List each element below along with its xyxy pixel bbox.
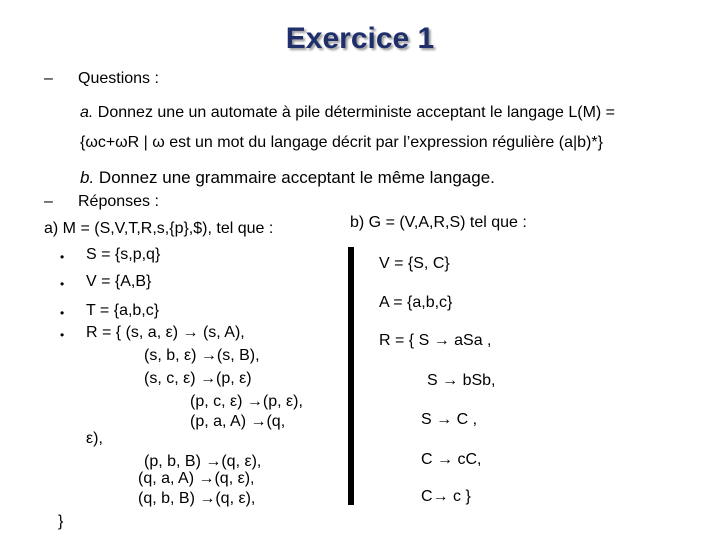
- grammar-line: S → bSb,: [427, 372, 496, 389]
- bullet-icon: •: [60, 306, 65, 320]
- question-a-line1: [80, 104, 615, 122]
- column-divider: [348, 247, 354, 505]
- question-b-prefix: b.: [80, 168, 95, 187]
- closing-brace: }: [58, 513, 64, 530]
- transition-line: (p, b, B) →(q, ε),: [144, 453, 262, 470]
- grammar-line: C→ c }: [421, 488, 471, 505]
- transition-line: (p, a, A) →(q,: [190, 413, 286, 430]
- page-title: Exercice 1: [285, 22, 435, 55]
- transition-line: (p, c, ε) →(p, ε),: [190, 393, 303, 410]
- grammar-line: R = { S → aSa ,: [379, 332, 492, 349]
- grammar-line: C → cC,: [421, 451, 482, 468]
- item-states: S = {s,p,q}: [86, 246, 161, 263]
- grammar-line: S → C ,: [421, 411, 478, 428]
- item-transitions-start: R = { (s, a, ε) → (s, A),: [86, 324, 245, 341]
- questions-label: Questions :: [78, 70, 159, 87]
- questions-bullet: –: [44, 70, 53, 87]
- transition-line: (s, b, ε) →(s, B),: [144, 347, 260, 364]
- item-input-alphabet: T = {a,b,c}: [86, 302, 160, 319]
- question-b-line: [80, 168, 495, 188]
- transition-line: (q, a, A) →(q, ε),: [138, 470, 255, 487]
- part-a-heading: a) M = (S,V,T,R,s,{p},$), tel que :: [44, 220, 274, 237]
- question-a-text: Donnez une un automate à pile déterministe acceptant le langage L(M) =: [97, 104, 616, 121]
- question-a-line2: {ωc+ωR | ω est un mot du langage décrit par l’expression régulière (a|b)*}: [80, 134, 603, 151]
- reponses-label: Réponses :: [78, 193, 159, 210]
- question-b-text: Donnez une grammaire acceptant le même langage.: [98, 168, 495, 187]
- bullet-icon: •: [60, 277, 65, 291]
- bullet-icon: •: [60, 328, 65, 342]
- transition-line: (q, b, B) →(q, ε),: [138, 490, 256, 507]
- part-b-heading: b) G = (V,A,R,S) tel que :: [350, 214, 527, 231]
- bullet-icon: •: [60, 250, 65, 264]
- question-a-prefix: a.: [80, 104, 94, 121]
- item-stack-alphabet: V = {A,B}: [86, 273, 152, 290]
- reponses-bullet: –: [44, 193, 53, 210]
- grammar-line: V = {S, C}: [379, 255, 450, 272]
- transition-line: (s, c, ε) →(p, ε): [144, 370, 252, 387]
- transition-line-continuation: ε),: [86, 430, 103, 447]
- grammar-line: A = {a,b,c}: [379, 294, 453, 311]
